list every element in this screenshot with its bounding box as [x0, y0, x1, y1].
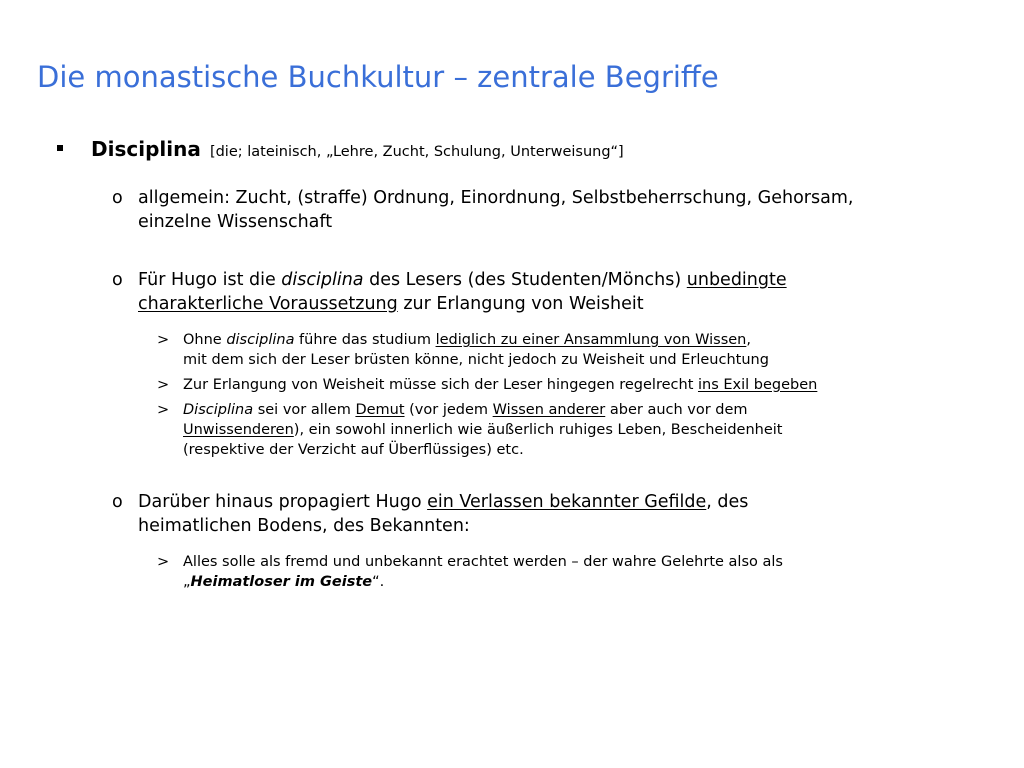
- point-line: allgemein: Zucht, (straffe) Ordnung, Einordnung, Selbstbeherrschung, Gehorsam,: [138, 188, 854, 208]
- point-text: [138, 186, 988, 234]
- underlined-text: ein Verlassen bekannter Gefilde: [427, 492, 707, 512]
- subpoint-line: Alles solle als fremd und unbekannt erachtet werden – der wahre Gelehrte also als: [183, 554, 783, 570]
- text-run: führe das studium: [294, 332, 436, 348]
- point-line: [138, 268, 988, 292]
- bold-italic-text: Heimatloser im Geiste: [190, 574, 373, 590]
- underlined-text: Wissen anderer: [492, 402, 606, 418]
- point-line: einzelne Wissenschaft: [138, 212, 333, 232]
- subpoint-line: (respektive der Verzicht auf Überflüssiges) etc.: [183, 442, 524, 458]
- underlined-text: charakterliche Voraussetzung: [138, 294, 398, 314]
- text-run: Zur Erlangung von Weisheit müsse sich der Leser hingegen regelrecht: [183, 377, 698, 393]
- text-run: Ohne: [183, 332, 227, 348]
- subpoint-text: [183, 400, 963, 460]
- point-line: [138, 490, 988, 514]
- underlined-text: lediglich zu einer Ansammlung von Wissen: [435, 332, 747, 348]
- chevron-bullet-icon: >: [157, 377, 170, 393]
- point-text: [138, 268, 988, 316]
- emphasis-text: disciplina: [281, 270, 364, 290]
- text-run: ,: [746, 332, 751, 348]
- subpoint-line: [183, 400, 963, 420]
- underlined-text: unbedingte: [686, 270, 787, 290]
- circle-bullet-icon: o: [112, 188, 123, 208]
- underlined-text: ins Exil begeben: [697, 377, 818, 393]
- subpoint-line: mit dem sich der Leser brüsten könne, nicht jedoch zu Weisheit und Erleuchtung: [183, 352, 769, 368]
- chevron-bullet-icon: >: [157, 554, 170, 570]
- subpoint-text: [183, 552, 963, 592]
- text-run: Für Hugo ist die: [138, 270, 282, 290]
- point-text: [138, 490, 988, 538]
- text-run: (vor jedem: [404, 402, 493, 418]
- square-bullet-icon: [57, 145, 63, 151]
- emphasis-text: Disciplina: [183, 402, 254, 418]
- circle-bullet-icon: o: [112, 492, 123, 512]
- circle-bullet-icon: o: [112, 270, 123, 290]
- term-name: Disciplina: [91, 137, 201, 161]
- subpoint-line: [183, 375, 963, 395]
- emphasis-text: disciplina: [226, 332, 295, 348]
- subpoint-text: [183, 330, 963, 370]
- text-run: “.: [372, 574, 385, 590]
- term-gloss: [die; lateinisch, „Lehre, Zucht, Schulung, Unterweisung“]: [209, 144, 624, 160]
- subpoint-line: [183, 330, 963, 350]
- underlined-text: Demut: [355, 402, 405, 418]
- point-line: heimatlichen Bodens, des Bekannten:: [138, 516, 470, 536]
- text-run: des Lesers (des Studenten/Mönchs): [363, 270, 687, 290]
- chevron-bullet-icon: >: [157, 402, 170, 418]
- chevron-bullet-icon: >: [157, 332, 170, 348]
- text-run: , des: [706, 492, 749, 512]
- text-run: sei vor allem: [253, 402, 356, 418]
- text-run: aber auch vor dem: [605, 402, 748, 418]
- text-run: zur Erlangung von Weisheit: [397, 294, 644, 314]
- subpoint-text: [183, 375, 963, 395]
- underlined-text: Unwissenderen: [183, 422, 294, 438]
- subpoint-line: [183, 420, 963, 440]
- term-line: [91, 134, 624, 167]
- text-run: „: [183, 574, 191, 590]
- text-run: ), ein sowohl innerlich wie äußerlich ruhiges Leben, Bescheidenheit: [293, 422, 783, 438]
- text-run: Darüber hinaus propagiert Hugo: [138, 492, 428, 512]
- point-line: [138, 292, 988, 316]
- subpoint-line: [183, 572, 963, 592]
- slide-title: Die monastische Buchkultur – zentrale Begriffe: [37, 60, 719, 94]
